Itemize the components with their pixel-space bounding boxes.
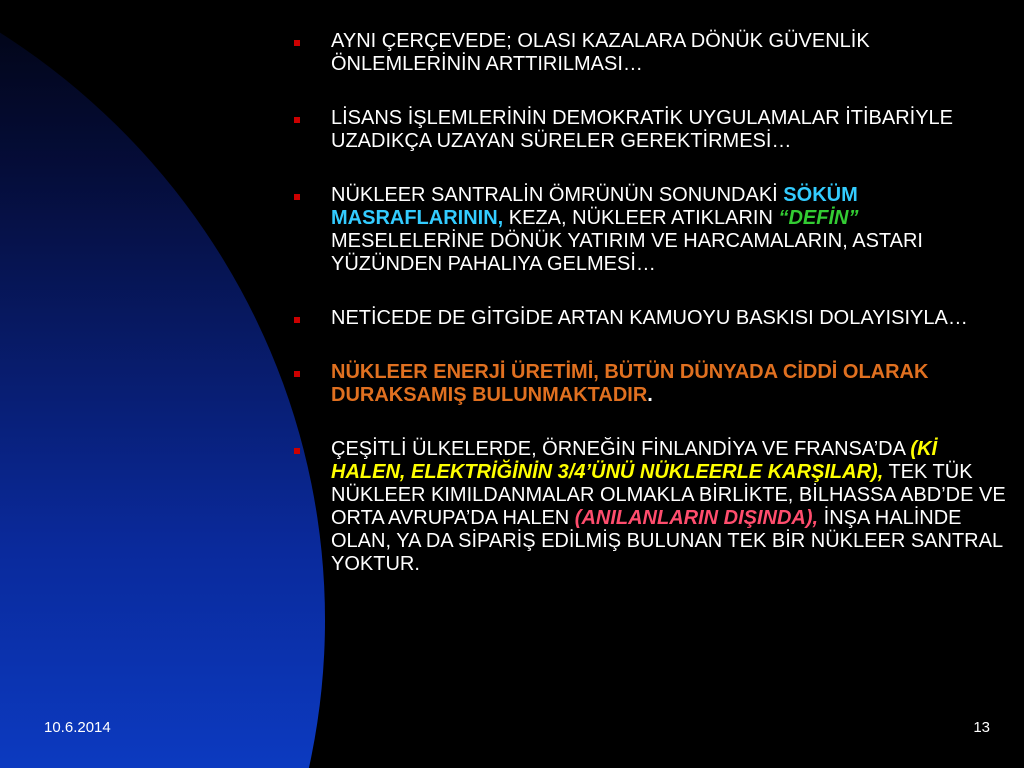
bullet-text: ÇEŞİTLİ ÜLKELERDE, ÖRNEĞİN FİNLANDİYA VE FRANSA’DA — [331, 438, 911, 460]
bullet-marker-icon — [294, 194, 300, 200]
bullet-highlight: SÖKÜM MASRAFLARININ, — [331, 184, 858, 229]
page-number: 13 — [973, 719, 990, 736]
bullet-item — [290, 361, 1015, 407]
bullet-text: TEK TÜK NÜKLEER KIMILDANMALAR OLMAKLA BİRLİKTE, BİLHASSA ABD’DE VE ORTA AVRUPA’DA HALEN — [331, 461, 1006, 529]
bullet-item — [290, 30, 1015, 76]
bullet-text: LİSANS İŞLEMLERİNİN DEMOKRATİK UYGULAMALAR İTİBARİYLE UZADIKÇA UZAYAN SÜRELER GEREKTİRMESİ… — [331, 107, 954, 152]
bullet-highlight: NÜKLEER ENERJİ ÜRETİMİ, BÜTÜN DÜNYADA CİDDİ OLARAK DURAKSAMIŞ BULUNMAKTADIR — [331, 361, 929, 406]
bullet-item — [290, 307, 1015, 330]
bullet-list — [290, 30, 1015, 607]
bullet-marker-icon — [294, 40, 300, 46]
bullet-text: AYNI ÇERÇEVEDE; OLASI KAZALARA DÖNÜK GÜVENLİK ÖNLEMLERİNİN ARTTIRILMASI… — [331, 30, 870, 75]
bullet-highlight: (Kİ HALEN, ELEKTRİĞİNİN 3/4’ÜNÜ NÜKLEERLE KARŞILAR), — [331, 438, 938, 483]
bullet-item — [290, 438, 1015, 576]
bullet-item — [290, 107, 1015, 153]
bullet-text: İNŞA HALİNDE OLAN, YA DA SİPARİŞ EDİLMİŞ BULUNAN TEK BİR NÜKLEER SANTRAL YOKTUR. — [331, 507, 1003, 575]
bullet-text: NETİCEDE DE GİTGİDE ARTAN KAMUOYU BASKISI DOLAYISIYLA… — [331, 307, 968, 329]
bullet-text: NÜKLEER SANTRALİN ÖMRÜNÜN SONUNDAKİ — [331, 184, 784, 206]
decorative-blue-arc — [0, 0, 325, 768]
footer-date: 10.6.2014 — [44, 719, 111, 736]
bullet-marker-icon — [294, 117, 300, 123]
bullet-highlight: “DEFİN” — [778, 207, 859, 229]
bullet-text: MESELELERİNE DÖNÜK YATIRIM VE HARCAMALARIN, ASTARI YÜZÜNDEN PAHALIYA GELMESİ… — [331, 230, 923, 275]
bullet-item — [290, 184, 1015, 276]
bullet-marker-icon — [294, 371, 300, 377]
bullet-marker-icon — [294, 317, 300, 323]
bullet-text: KEZA, NÜKLEER ATIKLARIN — [503, 207, 779, 229]
bullet-highlight: (ANILANLARIN DIŞINDA), — [574, 507, 819, 529]
bullet-marker-icon — [294, 448, 300, 454]
bullet-text: . — [647, 384, 653, 406]
